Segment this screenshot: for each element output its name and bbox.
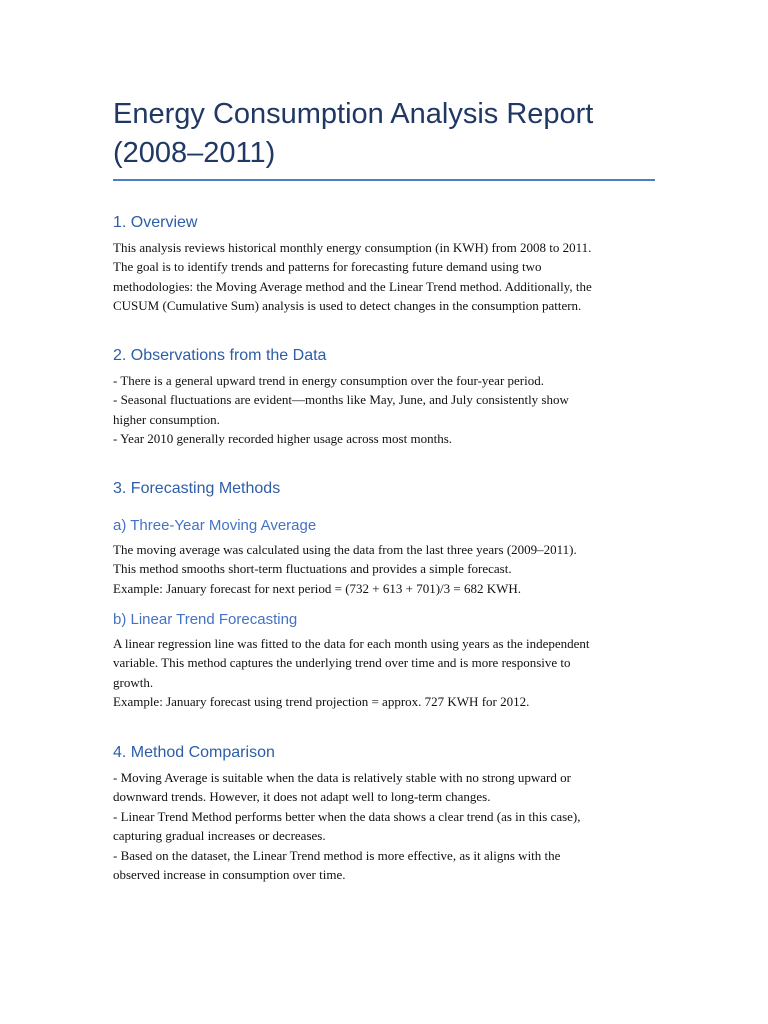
paragraph-line: Example: January forecast using trend projection = approx. 727 KWH for 2012.	[113, 694, 530, 710]
bullet-line: - Moving Average is suitable when the data is relatively stable with no strong upward or	[113, 770, 571, 785]
section-heading: 1. Overview	[113, 214, 198, 231]
subsection-linear-trend	[113, 610, 658, 712]
bullet-line: - Linear Trend Method performs better when the data shows a clear trend (as in this case),	[113, 808, 581, 824]
paragraph-line: variable. This method captures the underlying trend over time and is more responsive to	[113, 655, 571, 671]
title-divider	[113, 179, 655, 181]
bullet-line: - There is a general upward trend in energy consumption over the four-year period.	[113, 373, 544, 388]
paragraph-line: methodologies: the Moving Average method and the Linear Trend method. Additionally, the	[113, 278, 592, 294]
paragraph-line: Example: January forecast for next period = (732 + 613 + 701)/3 = 682 KWH.	[113, 580, 522, 596]
paragraph-line: This analysis reviews historical monthly energy consumption (in KWH) from 2008 to 2011.	[113, 240, 592, 255]
subsection-moving-average	[113, 516, 658, 598]
section-heading: 3. Forecasting Methods	[113, 480, 281, 497]
bullet-line: - Seasonal fluctuations are evident—months like May, June, and July consistently show	[113, 392, 569, 408]
section-heading: 2. Observations from the Data	[113, 347, 327, 364]
paragraph-line: growth.	[113, 674, 154, 690]
bullet-line: capturing gradual increases or decreases.	[113, 828, 326, 844]
bullet-line: - Year 2010 generally recorded higher usage across most months.	[113, 431, 452, 447]
page-title: Energy Consumption Analysis Report (2008–2011)	[113, 98, 594, 169]
bullet-line: - Based on the dataset, the Linear Trend method is more effective, as it aligns with the	[113, 847, 561, 863]
paragraph-line: A linear regression line was fitted to the data for each month using years as the independent	[113, 636, 590, 651]
section-heading: 4. Method Comparison	[113, 744, 275, 761]
subsection-heading: b) Linear Trend Forecasting	[113, 611, 298, 628]
section-method-comparison	[113, 742, 658, 884]
bullet-line: downward trends. However, it does not adapt well to long-term changes.	[113, 789, 491, 805]
section-observations	[113, 345, 658, 449]
bullet-line: higher consumption.	[113, 411, 220, 427]
paragraph-line: The moving average was calculated using the data from the last three years (2009–2011).	[113, 542, 577, 557]
bullet-line: observed increase in consumption over time.	[113, 867, 346, 883]
subsection-heading: a) Three-Year Moving Average	[113, 517, 317, 534]
paragraph-line: This method smooths short-term fluctuations and provides a simple forecast.	[113, 561, 512, 577]
paragraph-line: CUSUM (Cumulative Sum) analysis is used to detect changes in the consumption pattern.	[113, 298, 582, 314]
paragraph-line: The goal is to identify trends and patterns for forecasting future demand using two	[113, 259, 542, 275]
section-forecasting-methods	[113, 478, 658, 504]
section-overview	[113, 212, 658, 316]
